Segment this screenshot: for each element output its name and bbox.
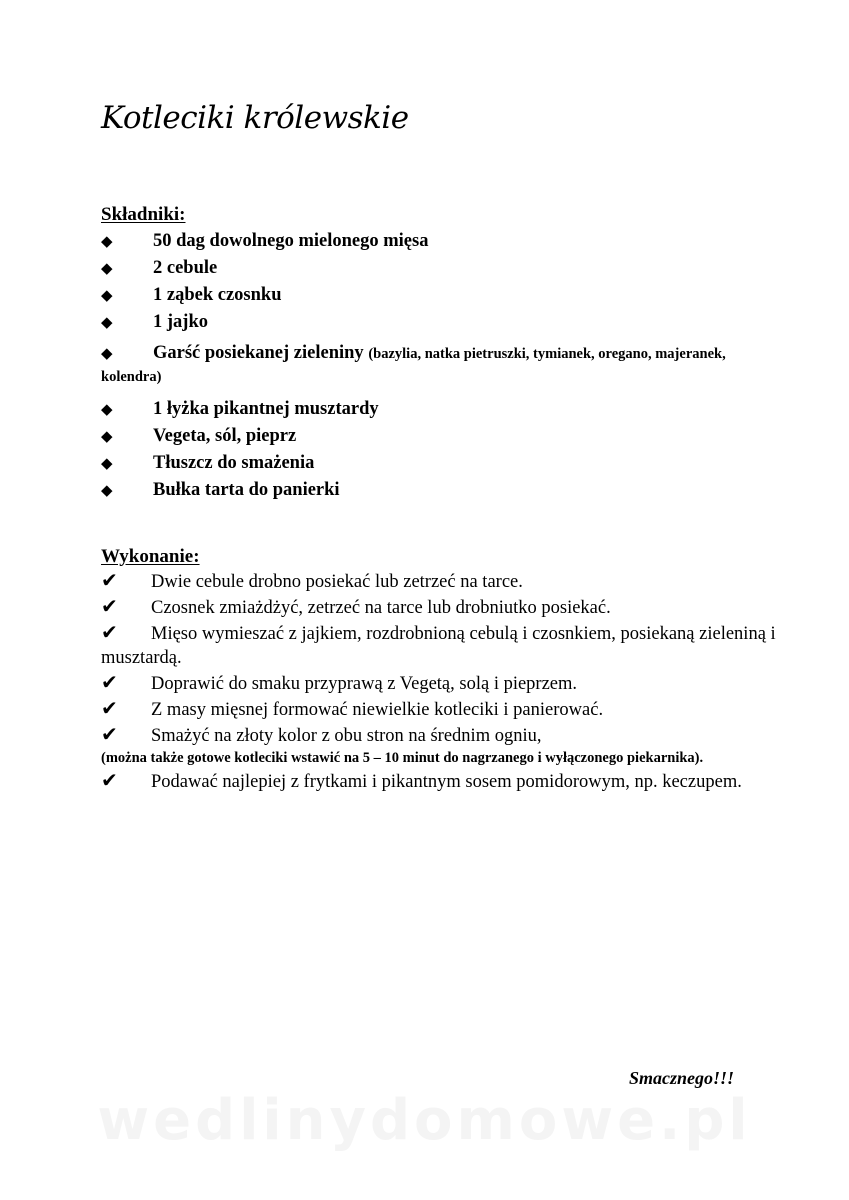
- ingredient-item: [101, 228, 761, 255]
- diamond-bullet-icon: ◆: [101, 288, 113, 304]
- diamond-bullet-icon: ◆: [101, 234, 113, 250]
- method-step: [101, 696, 781, 722]
- ingredient-item: [101, 282, 761, 309]
- diamond-bullet-icon: ◆: [101, 429, 113, 445]
- ingredient-item: [101, 450, 761, 477]
- ingredient-item: [101, 309, 761, 336]
- ingredient-text: Garść posiekanej zieleniny: [153, 343, 364, 363]
- ingredient-text: 1 jajko: [153, 312, 208, 332]
- method-heading: Wykonanie:: [101, 546, 200, 567]
- step-text: Z masy mięsnej formować niewielkie kotleciki i panierować.: [151, 700, 604, 720]
- step-text: Smażyć na złoty kolor z obu stron na średnim ogniu,: [151, 726, 542, 746]
- method-step: [101, 768, 781, 794]
- method-step: [101, 670, 781, 696]
- ingredient-item: [101, 342, 761, 388]
- checkmark-icon: ✔: [101, 768, 118, 792]
- ingredient-text: Tłuszcz do smażenia: [153, 453, 315, 473]
- ingredient-text: 1 ząbek czosnku: [153, 285, 282, 305]
- ingredient-text: Bułka tarta do panierki: [153, 480, 340, 500]
- method-step: [101, 568, 781, 594]
- ingredients-list: [101, 228, 761, 504]
- method-step: [101, 620, 781, 670]
- diamond-bullet-icon: ◆: [101, 261, 113, 277]
- checkmark-icon: ✔: [101, 594, 118, 618]
- step-text: Czosnek zmiażdżyć, zetrzeć na tarce lub drobniutko posiekać.: [151, 598, 611, 618]
- ingredients-heading: Składniki:: [101, 204, 186, 225]
- method-steps: [101, 568, 781, 794]
- method-step: [101, 594, 781, 620]
- step-text: Podawać najlepiej z frytkami i pikantnym sosem pomidorowym, np. keczupem.: [151, 772, 742, 792]
- ingredient-item: [101, 255, 761, 282]
- checkmark-icon: ✔: [101, 670, 118, 694]
- ingredient-text: Vegeta, sól, pieprz: [153, 426, 297, 446]
- ingredient-text: 2 cebule: [153, 258, 218, 278]
- step-note: (można także gotowe kotleciki wstawić na 5 – 10 minut do nagrzanego i wyłączonego piekarnika).: [101, 750, 704, 766]
- diamond-bullet-icon: ◆: [101, 315, 113, 331]
- diamond-bullet-icon: ◆: [101, 402, 113, 418]
- diamond-bullet-icon: ◆: [101, 483, 113, 499]
- recipe-title: Kotleciki królewskie: [101, 100, 409, 136]
- closing-text: Smacznego!!!: [629, 1068, 735, 1088]
- ingredient-text: 50 dag dowolnego mielonego mięsa: [153, 231, 429, 251]
- checkmark-icon: ✔: [101, 696, 118, 720]
- ingredient-item: [101, 423, 761, 450]
- checkmark-icon: ✔: [101, 722, 118, 746]
- ingredient-note: (bazylia, natka pietruszki, tymianek, oregano, majeranek, kolendra): [101, 346, 726, 385]
- checkmark-icon: ✔: [101, 568, 118, 592]
- step-text: Mięso wymieszać z jajkiem, rozdrobnioną cebulą i czosnkiem, posiekaną zieleniną i musztardą.: [101, 624, 776, 668]
- watermark: wedlinydomowe.pl: [97, 1088, 752, 1153]
- step-text: Doprawić do smaku przyprawą z Vegetą, solą i pieprzem.: [151, 674, 578, 694]
- step-text: Dwie cebule drobno posiekać lub zetrzeć na tarce.: [151, 572, 523, 592]
- checkmark-icon: ✔: [101, 620, 118, 644]
- diamond-bullet-icon: ◆: [101, 456, 113, 472]
- method-step: [101, 722, 781, 768]
- diamond-bullet-icon: ◆: [101, 346, 113, 362]
- ingredient-item: [101, 396, 761, 423]
- ingredient-item: [101, 477, 761, 504]
- ingredient-text: 1 łyżka pikantnej musztardy: [153, 399, 379, 419]
